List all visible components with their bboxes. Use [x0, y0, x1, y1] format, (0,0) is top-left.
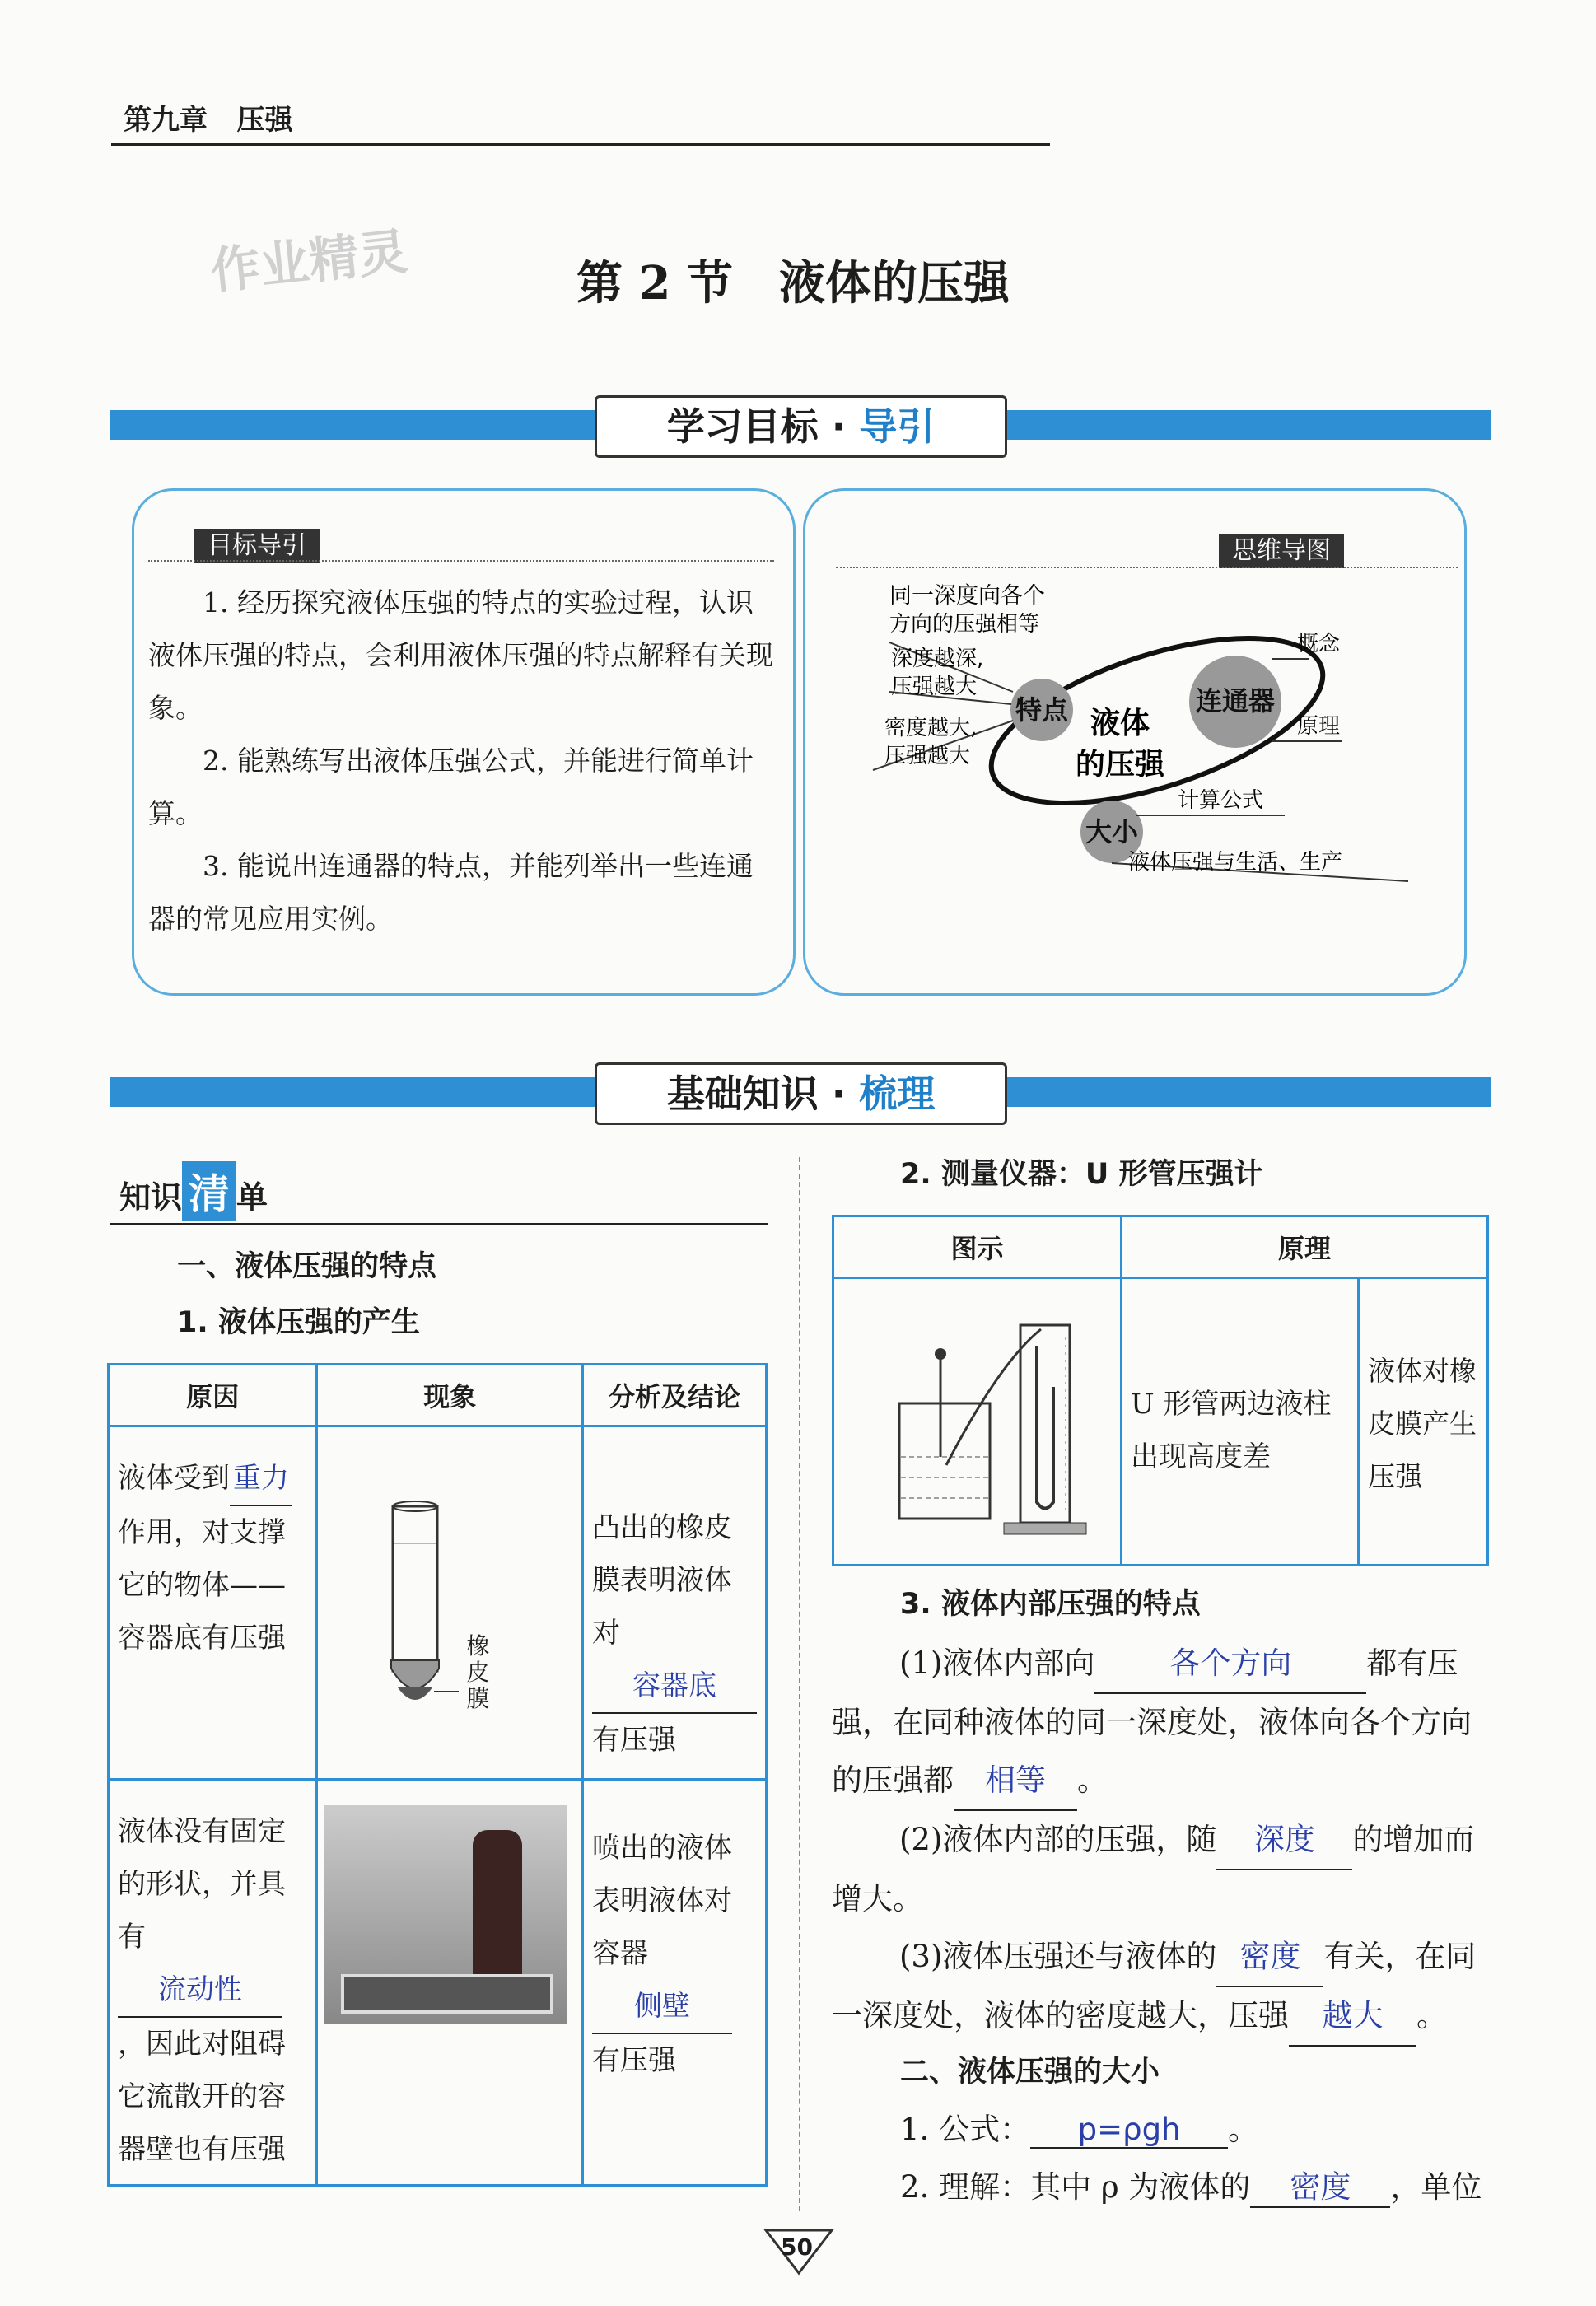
banner-learning-goals: 学习目标 · 导引: [595, 395, 1007, 458]
th-phenomenon: 现象: [317, 1365, 583, 1426]
chapter-label: 第九章: [124, 104, 208, 137]
row2-conclusion: 喷出的液体表明液体对容器侧壁有压强: [583, 1780, 767, 2186]
mindmap-f1a: 同一深度向各个: [889, 583, 1045, 609]
left-heading-2: 1. 液体压强的产生: [177, 1306, 420, 1339]
mindmap-diagram: [840, 568, 1458, 906]
answer-side-wall: 侧壁: [592, 1980, 732, 2034]
left-heading-1: 一、液体压强的特点: [177, 1250, 437, 1283]
section-title: 第 2 节 液体的压强: [576, 256, 1010, 310]
answer-formula: p=ρgh: [1030, 2112, 1228, 2149]
mindmap-f3b: 压强越大: [884, 744, 971, 768]
zhishi-rule: [110, 1223, 768, 1225]
mindmap-f1b: 方向的压强相等: [889, 612, 1040, 637]
mindmap-f2a: 深度越深,: [891, 647, 984, 671]
mindmap-tag: 思维导图: [1219, 534, 1344, 568]
answer-density-2: 密度: [1250, 2162, 1390, 2208]
answer-greater: 越大: [1289, 1987, 1416, 2047]
answer-density: 密度: [1216, 1928, 1323, 1987]
instrument-table: [832, 1215, 1489, 1566]
answer-container-bottom: 容器底: [592, 1659, 757, 1714]
banner-bar-left: [110, 410, 595, 440]
formula-line: 1. 公式： p=ρgh 。: [900, 2112, 1259, 2147]
mindmap-s2: 液体压强与生活、生产: [1128, 850, 1343, 875]
th-cause: 原因: [109, 1365, 317, 1426]
banner-basic-knowledge: 基础知识 · 梳理: [595, 1062, 1007, 1125]
answer-fluidity: 流动性: [118, 1963, 282, 2018]
mindmap-c1: 概念: [1297, 632, 1341, 656]
mindmap-connector: 连通器: [1195, 685, 1276, 717]
th-diagram: 图示: [833, 1216, 1122, 1278]
watermark-logo: 作业精灵: [208, 222, 411, 301]
right-item-2: 2. 测量仪器：U 形管压强计: [900, 1158, 1263, 1191]
para-2: (2)液体内部的压强，随 深度 的增加而增大。: [832, 1811, 1491, 1928]
mindmap-center-1: 液体: [1090, 707, 1150, 740]
goal-item: 1. 经历探究液体压强的特点的实验过程，认识液体压强的特点，会利用液体压强的特点解释有关现象。: [148, 586, 773, 724]
mindmap-c2: 原理: [1297, 714, 1341, 739]
understanding-line: 2. 理解：其中 ρ 为液体的 密度 ，单位: [900, 2162, 1482, 2208]
row2-image: [317, 1780, 583, 2186]
answer-all-directions: 各个方向: [1094, 1635, 1366, 1694]
manometer-image: [833, 1278, 1122, 1566]
u-tube-illustration: [835, 1280, 1115, 1560]
para-3: (3)液体压强还与液体的 密度 有关，在同一深度处，液体的密度越大，压强 越大 。: [832, 1928, 1491, 2047]
mindmap-center-2: 的压强: [1075, 748, 1165, 782]
principle-2: 液体对橡皮膜产生压强: [1359, 1278, 1488, 1566]
column-divider: [799, 1157, 800, 2211]
answer-gravity: 重力: [230, 1452, 292, 1506]
cause-table: [107, 1363, 768, 2187]
zhishi-qingdan-label: 知识 清 单: [119, 1161, 268, 1221]
goals-list: [148, 576, 774, 945]
header-rule: [111, 143, 1050, 146]
th-conclusion: 分析及结论: [583, 1365, 767, 1426]
bottle-photo: [324, 1805, 567, 2024]
th-principle: 原理: [1122, 1216, 1488, 1278]
mindmap-s1: 计算公式: [1178, 788, 1264, 813]
para-1: (1)液体内部向 各个方向 都有压强，在同种液体的同一深度处，液体向各个方向的压强都 相等 。: [832, 1635, 1491, 1811]
right-item-3: 3. 液体内部压强的特点: [900, 1588, 1201, 1621]
answer-depth: 深度: [1216, 1811, 1352, 1870]
mindmap-f3a: 密度越大,: [884, 716, 978, 740]
film-label: 橡皮膜: [466, 1632, 490, 1712]
row1-conclusion: 凸出的橡皮膜表明液体对容器底有压强: [583, 1426, 767, 1780]
banner-bar-right: [1001, 410, 1491, 440]
right-paragraphs: [832, 1635, 1491, 2047]
chapter-header: [124, 97, 293, 138]
mindmap-f2b: 压强越大: [891, 675, 978, 699]
test-tube-illustration: [319, 1428, 574, 1774]
banner2-bar-left: [110, 1077, 595, 1107]
row2-cause: 液体没有固定的形状，并具有流动性，因此对阻碍它流散开的容器壁也有压强: [109, 1780, 317, 2186]
answer-equal: 相等: [954, 1752, 1077, 1811]
page-number: 50: [781, 2234, 813, 2261]
mindmap-size: 大小: [1085, 816, 1139, 847]
mindmap-feature: 特点: [1015, 694, 1069, 726]
row1-image: [317, 1426, 583, 1780]
topic-label: 压强: [236, 104, 293, 137]
row1-cause: 液体受到 重力作用，对支撑它的物体——容器底有压强: [109, 1426, 317, 1780]
goals-tag: 目标导引: [194, 529, 320, 563]
goal-item: 2. 能熟练写出液体压强公式，并能进行简单计算。: [148, 745, 754, 829]
principle-1: U 形管两边液柱出现高度差: [1122, 1278, 1359, 1566]
goal-item: 3. 能说出连通器的特点，并能列举出一些连通器的常见应用实例。: [148, 850, 754, 935]
right-heading-3: 二、液体压强的大小: [900, 2056, 1160, 2089]
goals-divider: [148, 560, 774, 562]
banner2-bar-right: [1001, 1077, 1491, 1107]
